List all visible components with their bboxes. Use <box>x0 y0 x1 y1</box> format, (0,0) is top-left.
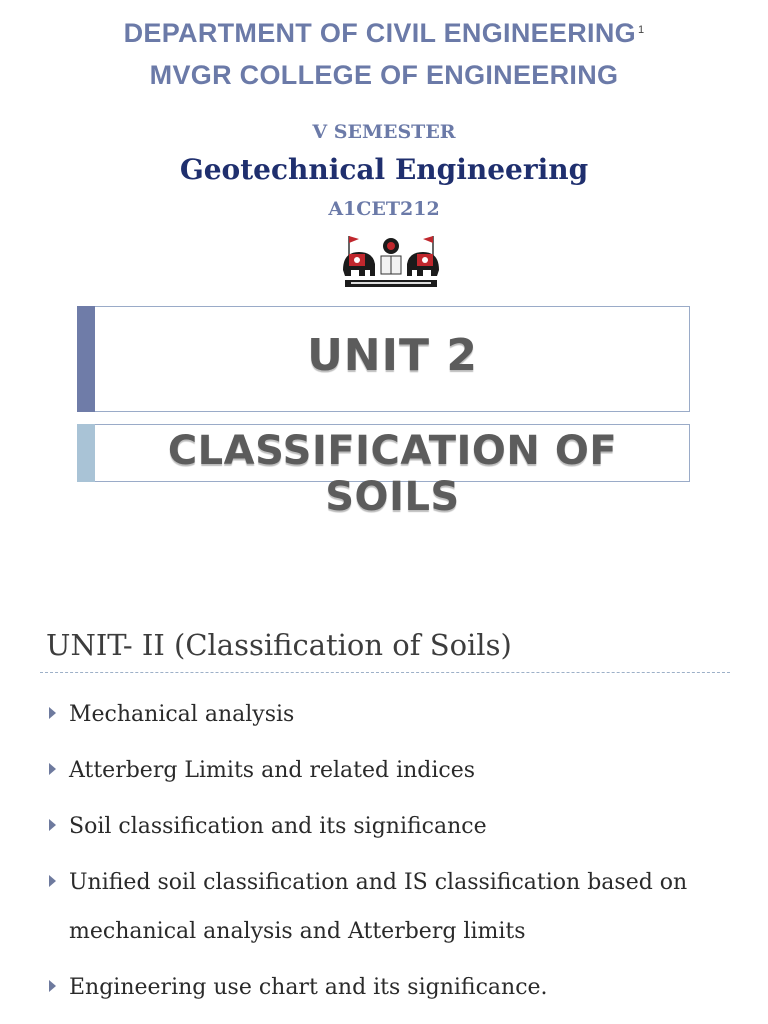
list-item-text: Unified soil classification and IS classification based on mechanical analysis and Atterberg limits <box>69 870 688 944</box>
bullet-arrow-icon <box>49 707 56 719</box>
college-elephant-emblem-icon <box>337 232 445 290</box>
unit-accent-bar <box>77 306 95 412</box>
list-item-text: Atterberg Limits and related indices <box>69 758 476 783</box>
list-item-text: Engineering use chart and its significance. <box>69 975 548 1000</box>
syllabus-heading: UNIT- II (Classification of Soils) <box>46 628 512 662</box>
subject-title: Geotechnical Engineering <box>179 153 589 186</box>
department-name: DEPARTMENT OF CIVIL ENGINEERING <box>123 18 636 48</box>
page-number: 1 <box>637 24 645 36</box>
topic-accent-bar <box>77 424 95 482</box>
bullet-arrow-icon <box>49 980 56 992</box>
list-item-text: Mechanical analysis <box>69 702 295 727</box>
topic-title: CLASSIFICATION OF SOILS <box>167 428 618 520</box>
semester-label: V SEMESTER <box>312 121 456 143</box>
list-item-text: Soil classification and its significance <box>69 814 487 839</box>
list-item <box>46 802 736 851</box>
list-item <box>46 963 736 1012</box>
bullet-arrow-icon <box>49 763 56 775</box>
list-item <box>46 858 736 956</box>
bullet-arrow-icon <box>49 875 56 887</box>
syllabus-list <box>46 690 736 1019</box>
bullet-arrow-icon <box>49 819 56 831</box>
heading-divider <box>40 672 730 673</box>
unit-title: UNIT 2 <box>307 330 478 381</box>
list-item <box>46 690 736 739</box>
course-code: A1CET212 <box>328 198 440 220</box>
department-title <box>0 18 768 49</box>
list-item <box>46 746 736 795</box>
college-title: MVGR COLLEGE OF ENGINEERING <box>149 60 619 90</box>
